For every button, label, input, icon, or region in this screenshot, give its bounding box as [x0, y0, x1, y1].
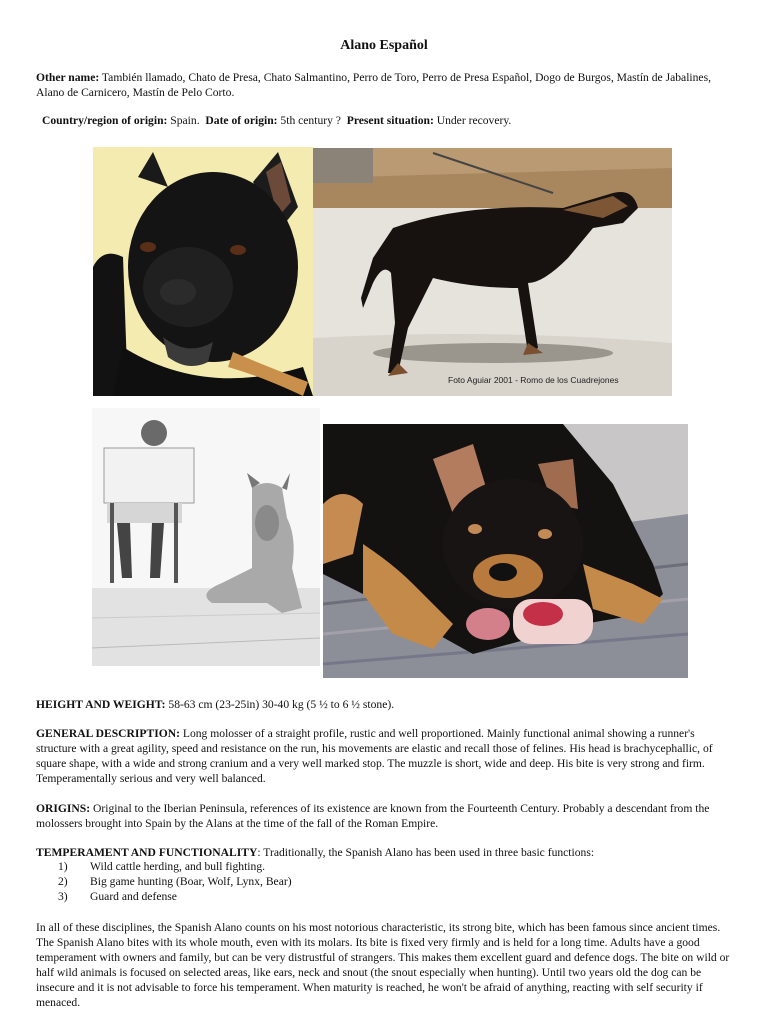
- date-value: 5th century ?: [277, 114, 341, 127]
- general-description-text: Long molosser of a straight profile, rustic and well proportioned. Mainly functional animal showing a runner's structure with a great agility, speed and resistance on the run, his movements are elastic and recall those of felines. His head is brachycephallic, of square shape, with a wide and strong cranium and a very well marked stop. The muzzle is short, wide and deep. His bite is very strong and firm. Temperamentally serious and very well balanced.: [36, 727, 713, 785]
- situation-value: Under recovery.: [433, 114, 512, 127]
- list-item-text: Big game hunting (Boar, Wolf, Lynx, Bear): [90, 875, 292, 888]
- list-item-text: Wild cattle herding, and bull fighting.: [90, 860, 266, 873]
- list-item: [36, 874, 732, 889]
- situation-label: Present situation:: [346, 114, 434, 127]
- country-label: Country/region of origin:: [42, 114, 168, 127]
- height-weight-text: 58-63 cm (23-25in) 30-40 kg (5 ½ to 6 ½ stone).: [165, 698, 395, 711]
- other-name-text: También llamado, Chato de Presa, Chato Salmantino, Perro de Toro, Perro de Presa Español, Dogo de Burgos, Mastín de Jabalines, Alano de Carnicero, Mastín de Pelo Corto.: [36, 71, 711, 99]
- origins-label: ORIGINS:: [36, 802, 91, 815]
- vintage-photo-illustration: [92, 408, 320, 666]
- other-name-paragraph: [36, 70, 732, 100]
- list-item-number: 1): [58, 860, 68, 873]
- vintage-boy-dog-photo: [92, 408, 320, 666]
- origins-paragraph: [36, 801, 732, 831]
- list-item-text: Guard and defense: [90, 890, 177, 903]
- standing-dog-illustration: [313, 148, 672, 396]
- temperament-label: TEMPERAMENT AND FUNCTIONALITY: [36, 846, 258, 859]
- puppy-with-bone-photo: [323, 424, 688, 678]
- origins-text: Original to the Iberian Peninsula, references of its existence are known from the Fourteenth Century. Probably a descendant from the molossers brought into Spain by the Alans at the time of the fall of the Roman Empire.: [36, 802, 710, 830]
- list-item-number: 3): [58, 890, 68, 903]
- standing-dog-photo: [313, 148, 672, 396]
- dog-head-photo: [93, 147, 313, 396]
- other-name-label: Other name:: [36, 71, 100, 84]
- functions-list: [36, 859, 732, 904]
- list-item-number: 2): [58, 875, 68, 888]
- list-item: [36, 859, 732, 874]
- country-value: Spain.: [167, 114, 200, 127]
- temperament-text: : Traditionally, the Spanish Alano has been used in three basic functions:: [257, 846, 595, 859]
- page-title: Alano Español: [340, 38, 428, 53]
- height-weight-label: HEIGHT AND WEIGHT:: [36, 698, 166, 711]
- list-item: [36, 889, 732, 904]
- height-weight-paragraph: [36, 697, 732, 712]
- general-description-label: GENERAL DESCRIPTION:: [36, 727, 180, 740]
- photo-credit: Foto Aguiar 2001 - Romo de los Cuadrejones: [448, 375, 619, 385]
- origin-line: [42, 113, 738, 128]
- general-description-paragraph: [36, 726, 732, 786]
- closing-paragraph: In all of these disciplines, the Spanish Alano counts on his most notorious characteristic, its strong bite, which has been famous since ancient times. The Spanish Alano bites with its whole mouth, even with its molars. Its bite is fixed very firmly and is held for a long time. Adults have a good temperament with owners and family, but can be very distrustful of strangers. This makes them excellent guard and defence dogs. The bite on wild or half wild animals is focused on selected areas, like ears, neck and snout (the snout especially when hunting). Until two years old the dog can be insecure and it is not advisable to force his temperament. When maturity is reached, he won't be afraid of anything, reacting with self security if menaced.: [36, 921, 730, 1009]
- puppy-illustration: [323, 424, 688, 678]
- temperament-paragraph: [36, 845, 732, 860]
- date-label: Date of origin:: [205, 114, 278, 127]
- dog-head-illustration: [93, 147, 313, 396]
